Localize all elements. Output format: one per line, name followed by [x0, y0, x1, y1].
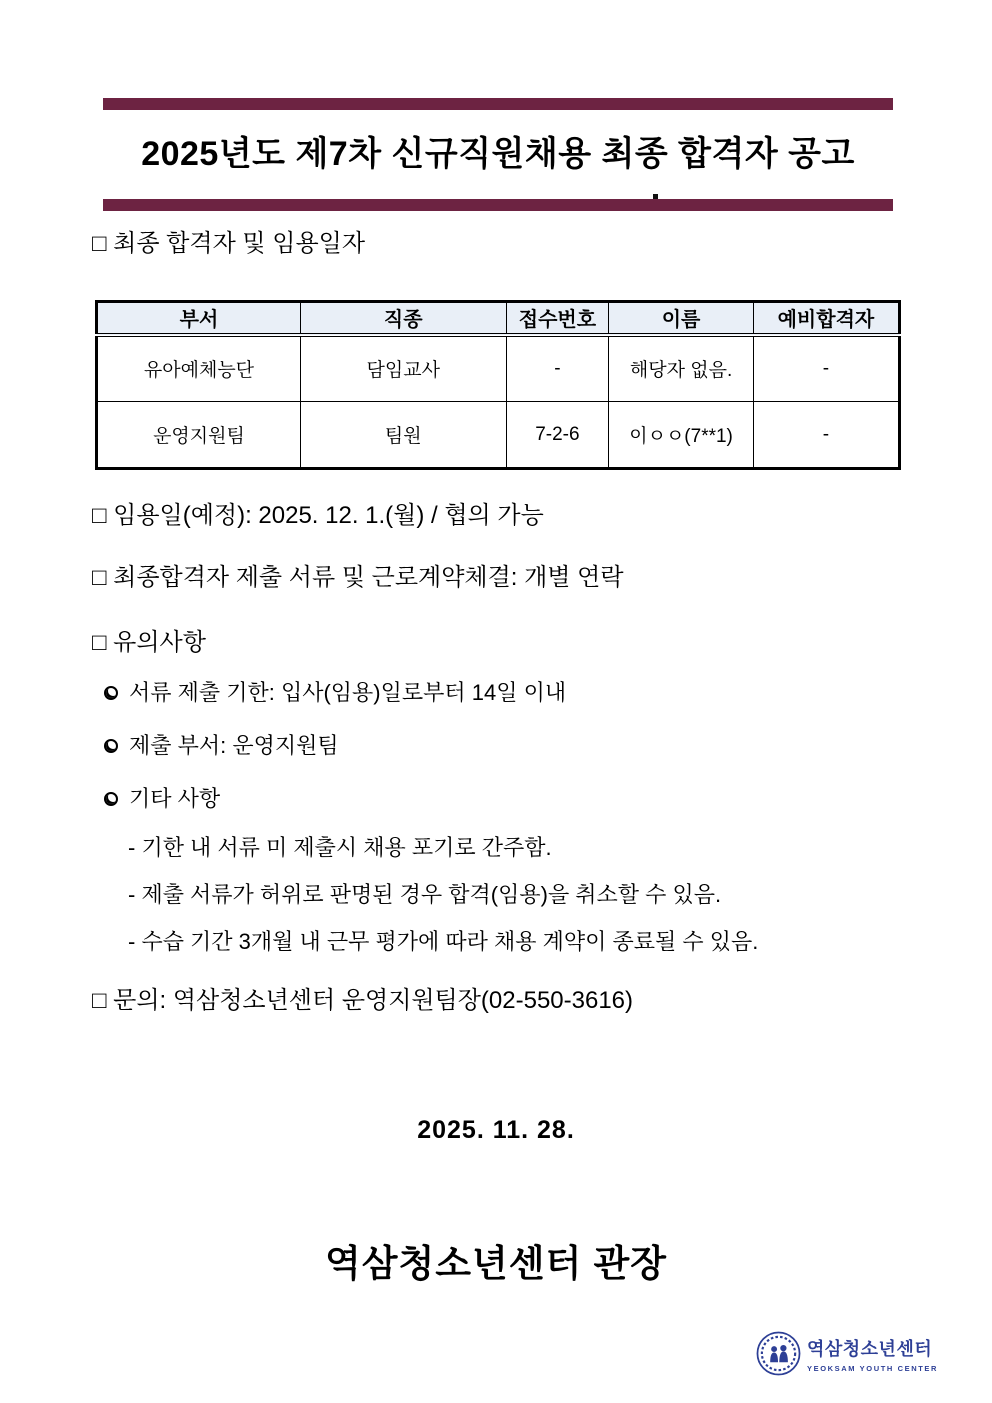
note-item-text: 제출 부서: 운영지원팀: [129, 733, 339, 758]
cell-department: 유아예체능단: [97, 335, 301, 402]
note-item: [104, 680, 566, 706]
note-item: [104, 786, 220, 812]
signature-line: 역삼청소년센터 관장: [325, 1243, 667, 1284]
table-header-row: [97, 302, 900, 335]
cell-name: 해당자 없음.: [609, 335, 754, 402]
table-row: [97, 402, 900, 469]
table-row: [97, 335, 900, 402]
note-subitem: - 제출 서류가 허위로 판명된 경우 합격(임용)을 취소할 수 있음.: [128, 882, 722, 907]
title-top-rule: [103, 98, 893, 110]
heading-final-pass: □ 최종 합격자 및 임용일자: [92, 230, 366, 257]
final-pass-table: [95, 300, 901, 470]
cell-job-type: 팀원: [300, 402, 506, 469]
heading-notes: □ 유의사항: [92, 629, 206, 656]
document-date: 2025. 11. 28.: [417, 1116, 575, 1144]
cell-waitlist: -: [753, 402, 899, 469]
col-header-waitlist: 예비합격자: [753, 302, 899, 335]
heading-document-submission: □ 최종합격자 제출 서류 및 근로계약체결: 개별 연락: [92, 564, 624, 591]
cell-name: 이ㅇㅇ(7**1): [609, 402, 754, 469]
cell-application-number: 7-2-6: [506, 402, 609, 469]
circle-bullet-icon: [104, 739, 118, 753]
cell-department: 운영지원팀: [97, 402, 301, 469]
note-item-text: 서류 제출 기한: 입사(임용)일로부터 14일 이내: [129, 680, 567, 705]
note-subitem: - 기한 내 서류 미 제출시 채용 포기로 간주함.: [128, 835, 552, 860]
scan-artifact-mark: [653, 194, 658, 199]
cell-job-type: 담임교사: [300, 335, 506, 402]
title-bottom-rule: [103, 199, 893, 211]
col-header-department: 부서: [97, 302, 301, 335]
heading-contact: □ 문의: 역삼청소년센터 운영지원팀장(02-550-3616): [92, 987, 634, 1014]
note-subitem: - 수습 기간 3개월 내 근무 평가에 따라 채용 계약이 종료될 수 있음.: [128, 929, 759, 954]
logo-name-korean: 역삼청소년센터: [807, 1338, 933, 1359]
col-header-job-type: 직종: [300, 302, 506, 335]
logo-name-english: YEOKSAM YOUTH CENTER: [807, 1363, 939, 1373]
col-header-name: 이름: [609, 302, 754, 335]
note-item: [104, 733, 339, 759]
cell-application-number: -: [506, 335, 609, 402]
note-item-text: 기타 사항: [129, 786, 221, 811]
center-seal-icon: [756, 1330, 801, 1377]
circle-bullet-icon: [104, 792, 118, 806]
cell-waitlist: -: [753, 335, 899, 402]
page-title: 2025년도 제7차 신규직원채용 최종 합격자 공고: [141, 135, 855, 173]
heading-appointment-date: □ 임용일(예정): 2025. 12. 1.(월) / 협의 가능: [92, 502, 544, 529]
circle-bullet-icon: [104, 686, 118, 700]
col-header-application-number: 접수번호: [506, 302, 609, 335]
logo-text-block: [807, 1335, 938, 1373]
footer-logo: [756, 1330, 938, 1377]
